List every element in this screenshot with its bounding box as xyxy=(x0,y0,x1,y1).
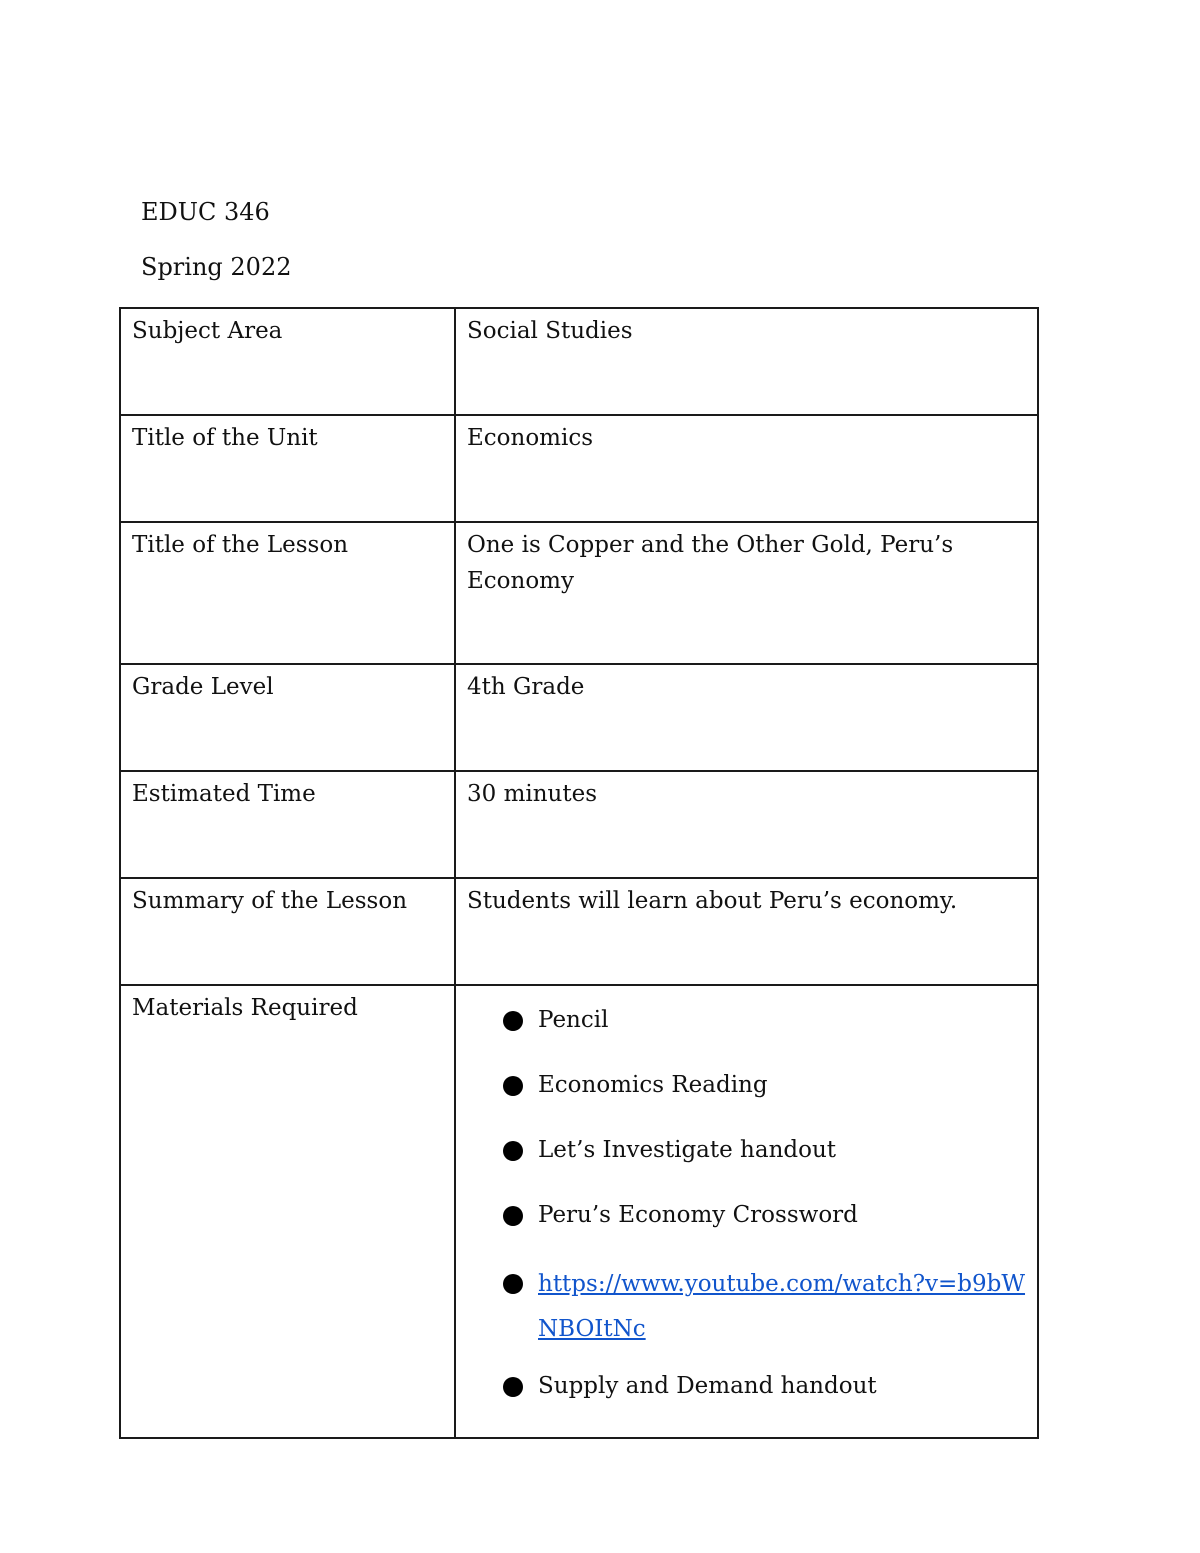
table-row xyxy=(120,664,1038,771)
bullet-icon xyxy=(503,1011,523,1031)
material-economics-reading: Economics Reading xyxy=(538,1072,768,1098)
youtube-video-link[interactable]: https://www.youtube.com/watch?v=b9bWNBOItNc xyxy=(538,1271,1026,1342)
materials-list xyxy=(467,1002,1026,1404)
table-row xyxy=(120,878,1038,985)
list-item xyxy=(503,1132,1026,1168)
table-row xyxy=(120,522,1038,664)
table-row xyxy=(120,308,1038,415)
lesson-plan-table xyxy=(119,307,1039,1439)
material-crossword: Peru’s Economy Crossword xyxy=(538,1202,858,1228)
list-item xyxy=(503,1002,1026,1038)
table-row xyxy=(120,415,1038,522)
table-row xyxy=(120,985,1038,1438)
row-label-unit-title: Title of the Unit xyxy=(120,415,455,522)
row-value-materials xyxy=(455,985,1038,1438)
row-label-lesson-title: Title of the Lesson xyxy=(120,522,455,664)
bullet-icon xyxy=(503,1206,523,1226)
bullet-icon xyxy=(503,1076,523,1096)
row-value-lesson-title: One is Copper and the Other Gold, Peru’s Economy xyxy=(455,522,1038,664)
row-label-estimated-time: Estimated Time xyxy=(120,771,455,878)
table-row xyxy=(120,771,1038,878)
list-item xyxy=(503,1368,1026,1404)
list-item xyxy=(503,1197,1026,1233)
course-code: EDUC 346 xyxy=(141,198,270,226)
bullet-icon xyxy=(503,1274,523,1294)
material-supply-demand-handout: Supply and Demand handout xyxy=(538,1373,877,1399)
term: Spring 2022 xyxy=(141,253,292,281)
row-value-subject-area: Social Studies xyxy=(455,308,1038,415)
row-value-summary: Students will learn about Peru’s economy. xyxy=(455,878,1038,985)
row-label-subject-area: Subject Area xyxy=(120,308,455,415)
bullet-icon xyxy=(503,1377,523,1397)
list-item xyxy=(503,1262,1026,1352)
bullet-icon xyxy=(503,1141,523,1161)
material-pencil: Pencil xyxy=(538,1007,609,1033)
row-label-materials: Materials Required xyxy=(120,985,455,1438)
row-value-unit-title: Economics xyxy=(455,415,1038,522)
row-label-grade-level: Grade Level xyxy=(120,664,455,771)
list-item xyxy=(503,1067,1026,1103)
row-value-estimated-time: 30 minutes xyxy=(455,771,1038,878)
material-investigate-handout: Let’s Investigate handout xyxy=(538,1137,837,1163)
row-label-summary: Summary of the Lesson xyxy=(120,878,455,985)
row-value-grade-level: 4th Grade xyxy=(455,664,1038,771)
